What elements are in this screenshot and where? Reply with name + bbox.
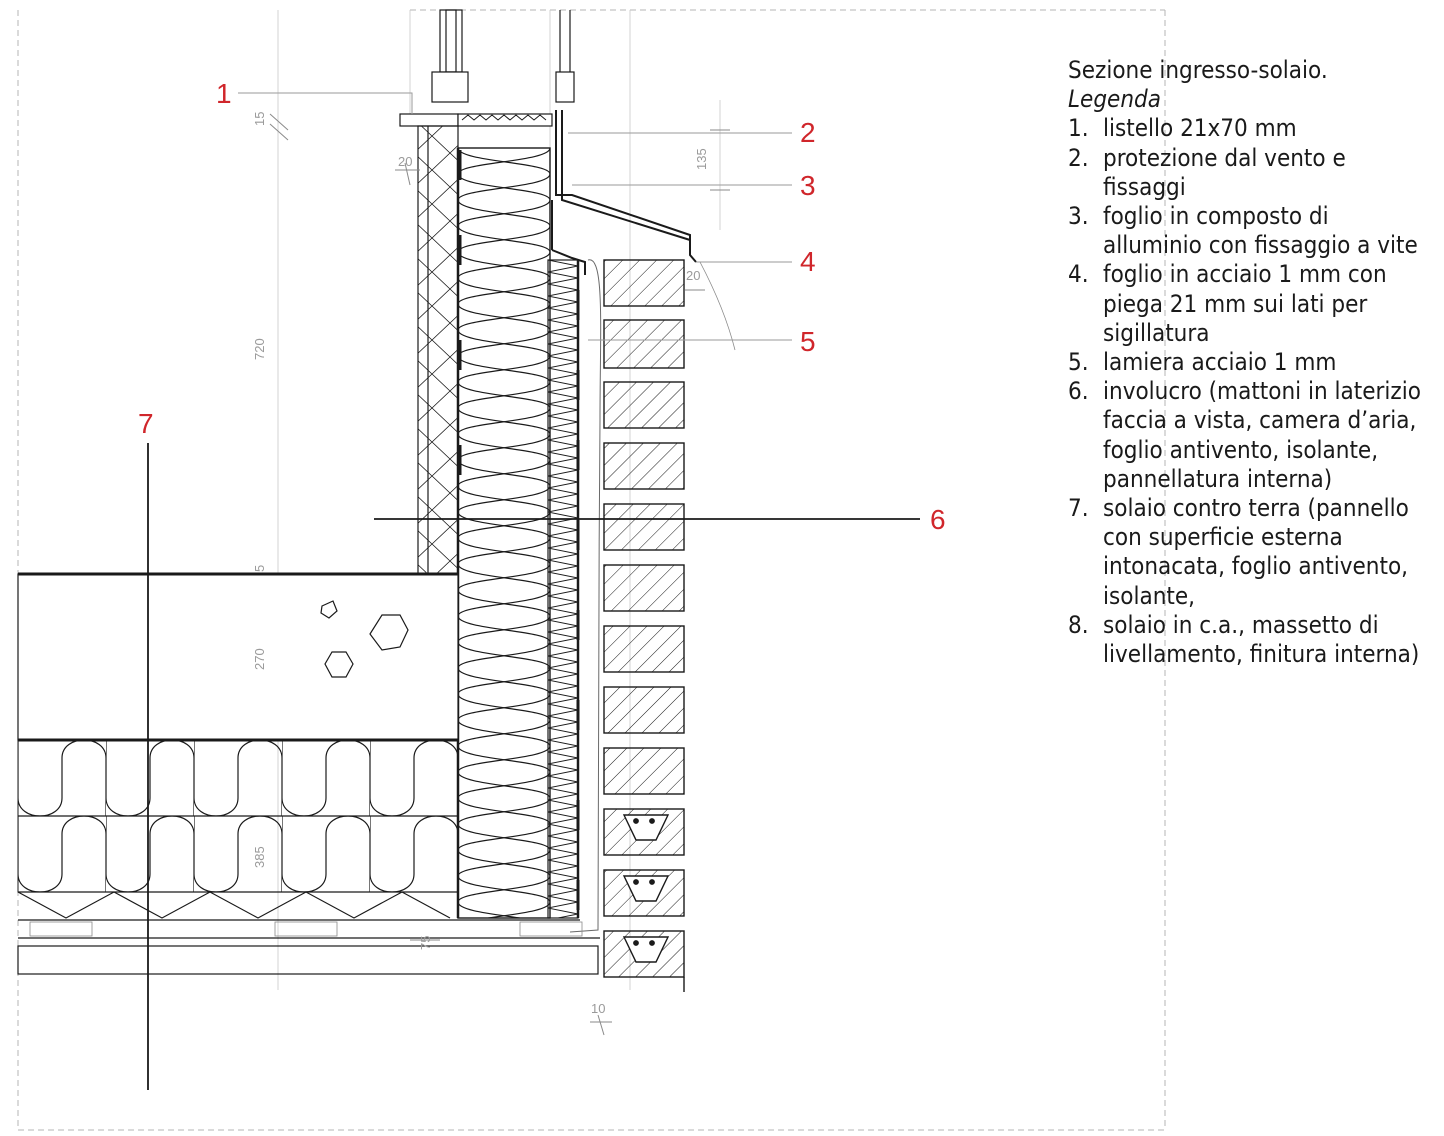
- legend-item: [1068, 260, 1428, 348]
- legend-item-number: 2.: [1068, 143, 1089, 172]
- legend-item-number: 6.: [1068, 377, 1089, 406]
- legend-item-text: foglio in acciaio 1 mm con piega 21 mm sui lati per sigillatura: [1103, 260, 1387, 347]
- legend-item-text: solaio in c.a., massetto di livellamento, finitura interna): [1103, 610, 1420, 669]
- legend-item: [1068, 114, 1428, 143]
- dim-385: 385: [252, 846, 267, 868]
- callout-4: 4: [800, 246, 816, 277]
- legend-item: [1068, 348, 1428, 377]
- dim-10: 10: [591, 1001, 606, 1016]
- legend-item: [1068, 494, 1428, 611]
- dim-75: 75: [418, 935, 433, 950]
- legend-item-text: solaio contro terra (pannello con superficie esterna intonacata, foglio antivento, isolante,: [1103, 494, 1409, 610]
- wall-insulation: [458, 148, 550, 918]
- legend-item: [1068, 144, 1428, 202]
- legend-item-text: involucro (mattoni in laterizio faccia a vista, camera d’aria, foglio antivento, isolante, pannellatura interna): [1103, 377, 1421, 493]
- legend-item-number: 3.: [1068, 202, 1089, 231]
- legend-item: [1068, 202, 1428, 260]
- legend-item-text: listello 21x70 mm: [1103, 114, 1297, 143]
- callout-7: 7: [138, 408, 154, 439]
- legend-item-text: foglio in composto di alluminio con fissaggio a vite: [1103, 202, 1418, 260]
- concrete-slab: [18, 574, 458, 740]
- legend-item-number: 7.: [1068, 494, 1089, 523]
- legend-title: Sezione ingresso-solaio.: [1068, 56, 1328, 84]
- legend-subtitle: Legenda: [1068, 85, 1161, 114]
- legend-item-text: lamiera acciaio 1 mm: [1103, 348, 1337, 377]
- legend: [1068, 56, 1428, 669]
- callout-3: 3: [800, 170, 816, 201]
- legend-item-number: 1.: [1068, 114, 1089, 143]
- legend-list: [1068, 114, 1428, 669]
- dim-15: 15: [252, 111, 267, 126]
- legend-item-number: 4.: [1068, 260, 1089, 289]
- callout-1: 1: [216, 78, 232, 109]
- dim-135: 135: [694, 148, 709, 170]
- legend-item-number: 5.: [1068, 348, 1089, 377]
- legend-item: [1068, 611, 1428, 669]
- legend-item-number: 8.: [1068, 610, 1089, 639]
- legend-item-text: protezione dal vento e fissaggi: [1103, 143, 1346, 201]
- frame-lines: [18, 10, 1165, 1130]
- dim-20-top: 20: [398, 154, 413, 169]
- interior-panel: [418, 126, 458, 574]
- dim-270: 270: [252, 648, 267, 670]
- dim-5: 5: [252, 564, 267, 572]
- dim-720: 720: [252, 338, 267, 360]
- callout-5: 5: [800, 326, 816, 357]
- dim-20-flashing: 20: [686, 268, 701, 283]
- callout-2: 2: [800, 117, 816, 148]
- callout-6: 6: [930, 504, 946, 535]
- window-frame: [400, 10, 574, 126]
- legend-item: [1068, 377, 1428, 494]
